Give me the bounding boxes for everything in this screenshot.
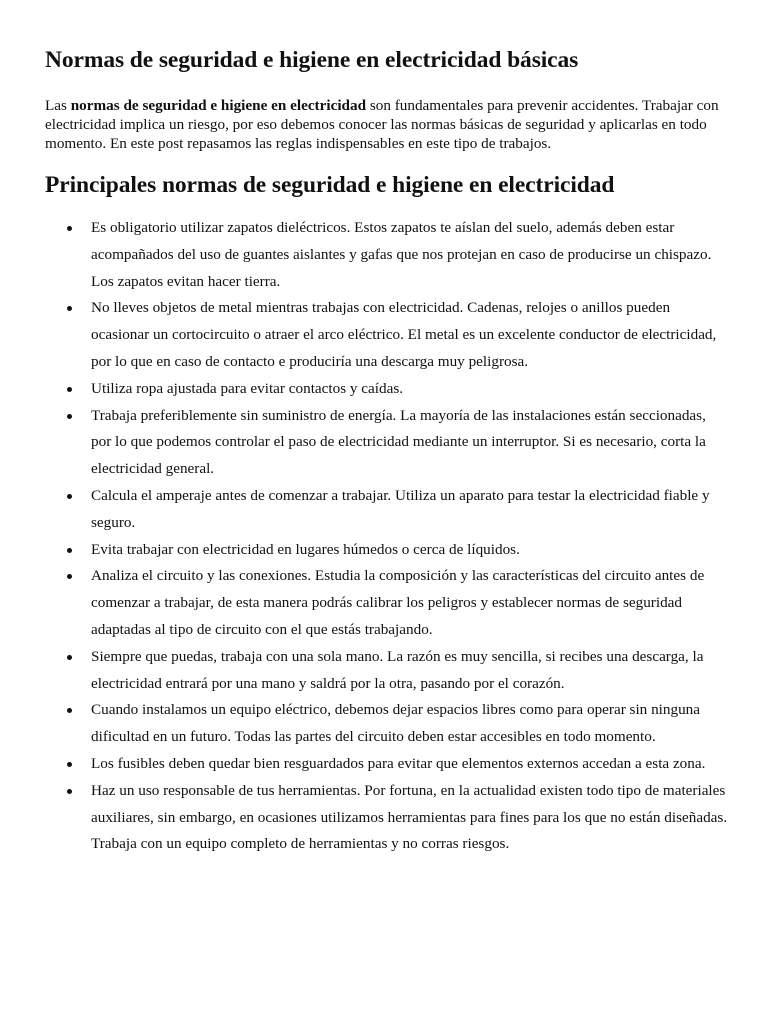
list-item — [45, 295, 728, 375]
bullet-icon — [67, 762, 72, 767]
list-item-text: Es obligatorio utilizar zapatos dieléctricos. Estos zapatos te aíslan del suelo, además deben estar acompañados del uso de guantes aislantes y gafas que nos protejan en caso de producirse un chispazo. Los zapatos evitan hacer tierra. — [91, 219, 712, 290]
list-item-text: Analiza el circuito y las conexiones. Estudia la composición y las características del circuito antes de comenzar a trabajar, de esta manera podrás calibrar los peligros y establecer normas de seguridad adaptadas al tipo de circuito con el que estás trabajando. — [91, 567, 705, 638]
list-item — [45, 376, 728, 403]
bullet-icon — [67, 655, 72, 660]
list-item — [45, 751, 728, 778]
list-item — [45, 644, 728, 698]
list-item — [45, 483, 728, 537]
list-item-text: Evita trabajar con electricidad en lugares húmedos o cerca de líquidos. — [91, 540, 520, 558]
intro-bold-text: normas de seguridad e higiene en electricidad — [70, 97, 367, 114]
list-item — [45, 697, 728, 751]
list-item — [45, 537, 728, 564]
intro-text-before: Las — [45, 97, 71, 114]
intro-paragraph — [45, 96, 728, 153]
list-item-text: Trabaja preferiblemente sin suministro de energía. La mayoría de las instalaciones están seccionadas, por lo que podemos controlar el paso de electricidad mediante un interruptor. Si es necesario, corta la electricidad general. — [91, 406, 706, 478]
bullet-icon — [67, 574, 72, 579]
intro-text-after: son fundamentales para prevenir accidentes. Trabajar con electricidad implica un riesgo, por eso debemos conocer las normas básicas de seguridad y aplicarlas en todo momento. En este post repasamos las reglas indispensables en este tipo de trabajos. — [45, 97, 719, 152]
list-item — [45, 563, 728, 643]
list-item — [45, 403, 728, 483]
list-item-text: Los fusibles deben quedar bien resguardados para evitar que elementos externos accedan a esta zona. — [91, 754, 706, 772]
bullet-icon — [67, 414, 72, 419]
list-item-text: Siempre que puedas, trabaja con una sola mano. La razón es muy sencilla, si recibes una descarga, la electricidad entrará por una mano y saldrá por la otra, pasando por el corazón. — [91, 647, 704, 692]
section-heading: Principales normas de seguridad e higiene en electricidad — [45, 172, 615, 198]
safety-rules-list — [45, 215, 728, 858]
bullet-icon — [67, 306, 72, 311]
list-item-text: Calcula el amperaje antes de comenzar a trabajar. Utiliza un aparato para testar la electricidad fiable y seguro. — [91, 486, 710, 531]
bullet-icon — [67, 494, 72, 499]
bullet-icon — [67, 226, 72, 231]
list-item-text: Cuando instalamos un equipo eléctrico, debemos dejar espacios libres como para operar sin ninguna dificultad en un futuro. Todas las partes del circuito deben estar accesibles en todo momento. — [91, 701, 701, 746]
list-item-text: No lleves objetos de metal mientras trabajas con electricidad. Cadenas, relojes o anillos pueden ocasionar un cortocircuito o atraer el arco eléctrico. El metal es un excelente conductor de electricidad, por lo que en caso de contacto e produciría una descarga muy peligrosa. — [91, 299, 717, 370]
document-title: Normas de seguridad e higiene en electricidad básicas — [45, 47, 579, 73]
bullet-icon — [67, 548, 72, 553]
list-item-text: Haz un uso responsable de tus herramientas. Por fortuna, en la actualidad existen todo tipo de materiales auxiliares, sin embargo, en ocasiones utilizamos herramientas para fines para los que no están diseñadas. Trabaja con un equipo completo de herramientas y no corras riesgos. — [91, 781, 728, 853]
list-item — [45, 778, 728, 858]
list-item — [45, 215, 728, 295]
list-item-text: Utiliza ropa ajustada para evitar contactos y caídas. — [91, 379, 404, 397]
bullet-icon — [67, 789, 72, 794]
bullet-icon — [67, 708, 72, 713]
bullet-icon — [67, 387, 72, 392]
